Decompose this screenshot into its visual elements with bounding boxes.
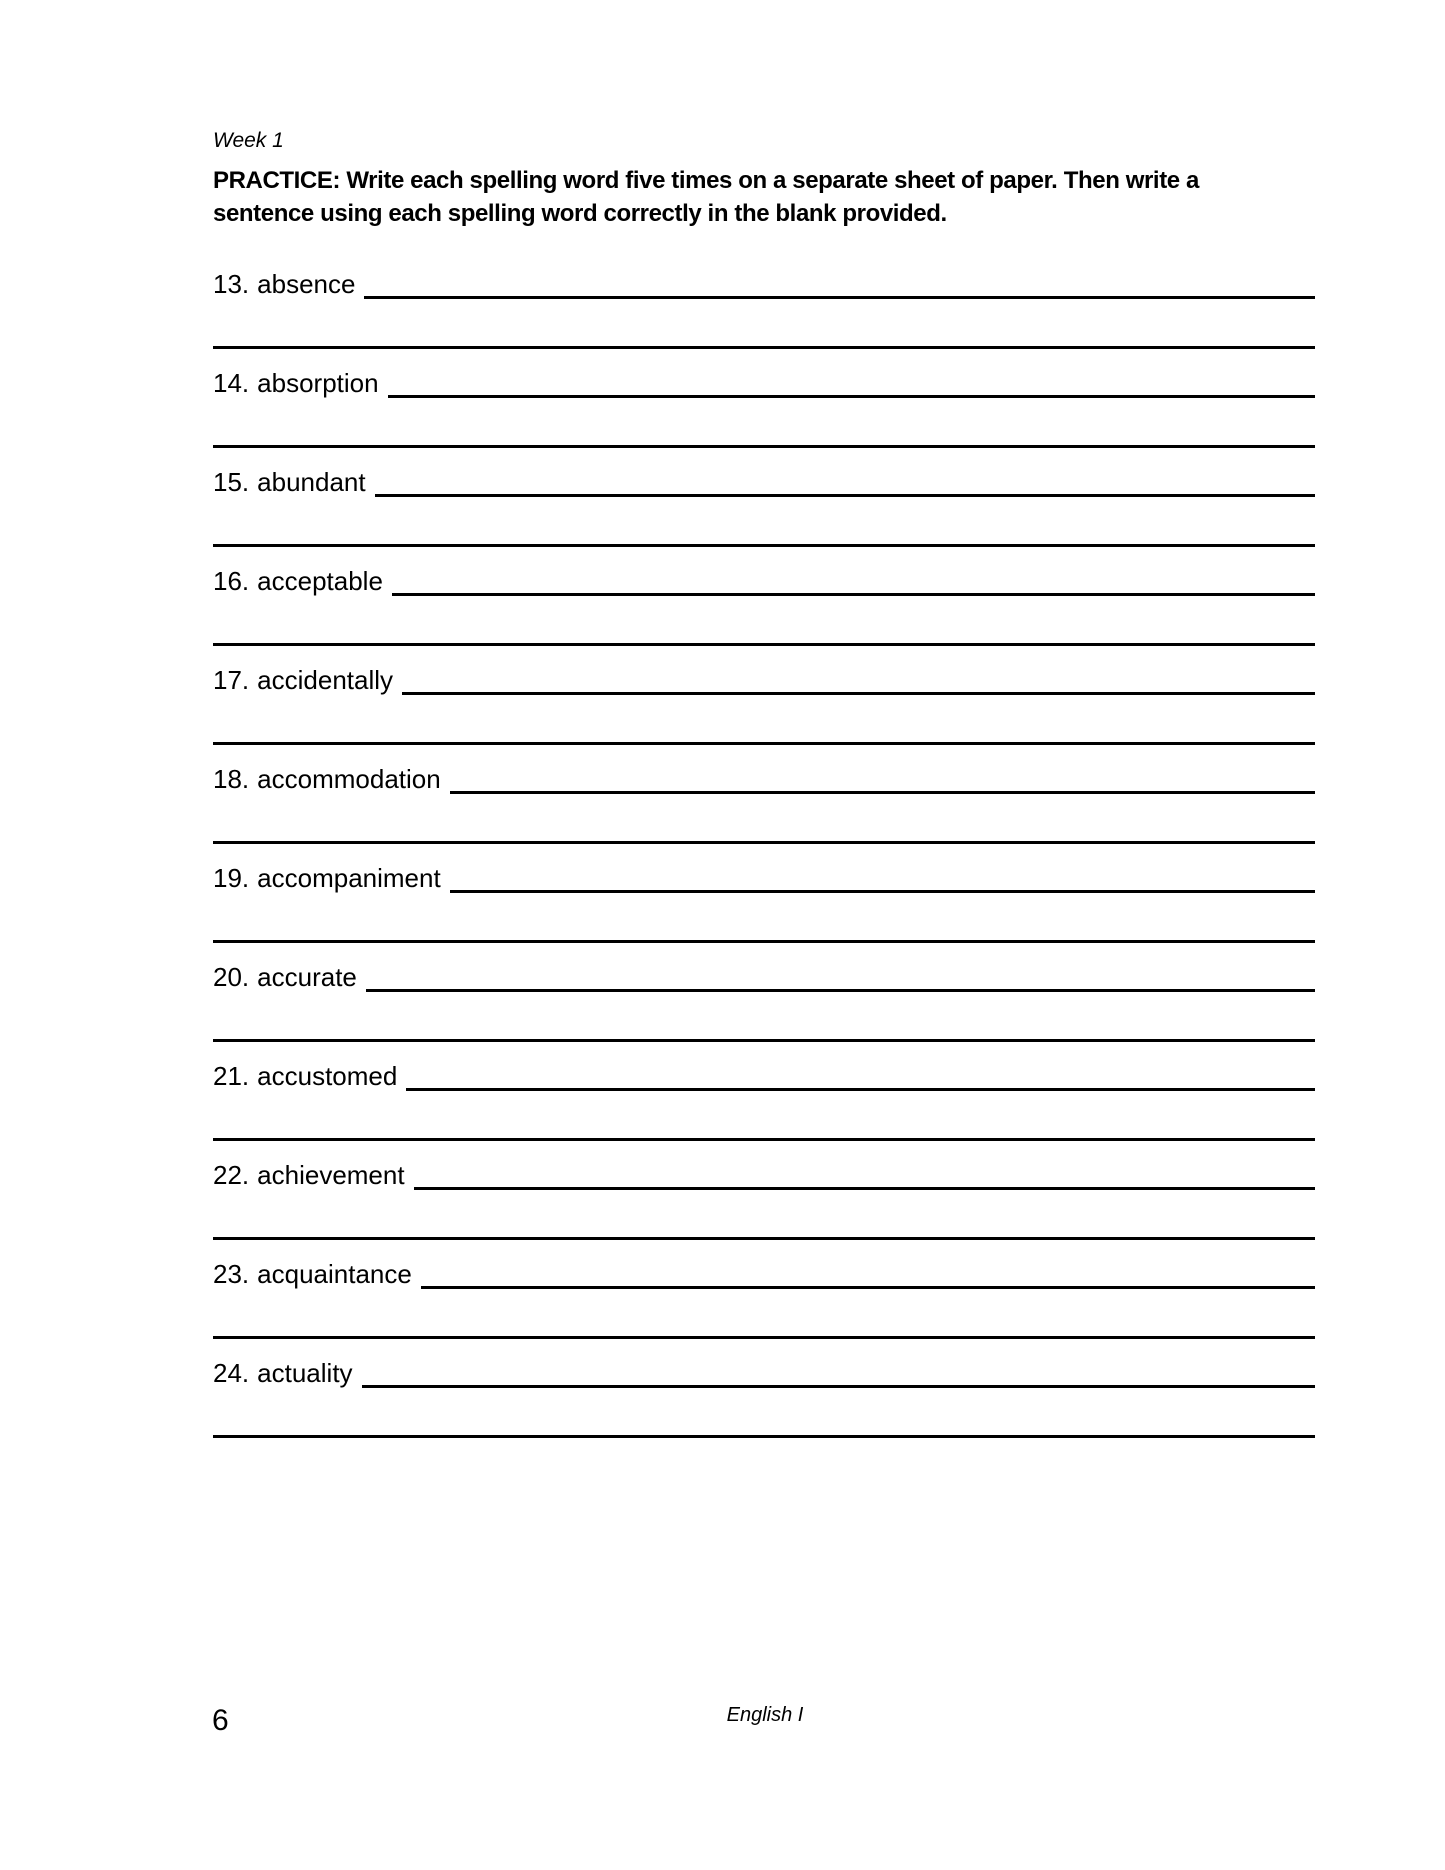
spelling-item: [213, 1356, 1315, 1438]
sentence-blank-line-first: [402, 663, 1315, 695]
item-number: 13.: [213, 269, 250, 299]
spelling-item: [213, 267, 1315, 349]
item-number: 17.: [213, 665, 250, 695]
item-word: actuality: [257, 1358, 353, 1388]
item-label: [213, 1158, 405, 1192]
item-label: [213, 762, 441, 796]
item-label: [213, 564, 383, 598]
course-label: English I: [726, 1704, 804, 1726]
item-number: 15.: [213, 467, 250, 497]
item-label: [213, 366, 379, 400]
item-label: [213, 1257, 412, 1291]
spelling-item: [213, 1257, 1315, 1339]
sentence-blank-line-second: [213, 1336, 1315, 1339]
sentence-blank-line-second: [213, 1435, 1315, 1438]
page-number: 6: [212, 1704, 229, 1737]
item-row: [213, 861, 1315, 895]
spelling-word-list: [213, 267, 1315, 1438]
item-label: [213, 663, 393, 697]
item-row: [213, 465, 1315, 499]
sentence-blank-line-second: [213, 643, 1315, 646]
sentence-blank-line-first: [362, 1356, 1315, 1388]
sentence-blank-line-first: [375, 465, 1315, 497]
item-word: acquaintance: [257, 1259, 412, 1289]
item-label: [213, 1059, 397, 1093]
spelling-item: [213, 762, 1315, 844]
item-number: 14.: [213, 368, 250, 398]
item-word: accurate: [257, 962, 357, 992]
item-number: 23.: [213, 1259, 250, 1289]
item-word: accidentally: [257, 665, 394, 695]
item-label: [213, 861, 441, 895]
item-row: [213, 1356, 1315, 1390]
item-row: [213, 960, 1315, 994]
item-label: [213, 267, 355, 301]
sentence-blank-line-first: [450, 861, 1315, 893]
sentence-blank-line-second: [213, 544, 1315, 547]
item-number: 16.: [213, 566, 250, 596]
spelling-item: [213, 663, 1315, 745]
spelling-item: [213, 1059, 1315, 1141]
item-row: [213, 564, 1315, 598]
item-row: [213, 366, 1315, 400]
sentence-blank-line-first: [421, 1257, 1315, 1289]
sentence-blank-line-first: [366, 960, 1315, 992]
item-number: 21.: [213, 1061, 250, 1091]
spelling-item: [213, 1158, 1315, 1240]
item-word: acceptable: [257, 566, 383, 596]
spelling-item: [213, 861, 1315, 943]
item-row: [213, 762, 1315, 796]
item-label: [213, 1356, 353, 1390]
item-word: accommodation: [257, 764, 441, 794]
sentence-blank-line-second: [213, 1039, 1315, 1042]
item-row: [213, 663, 1315, 697]
item-label: [213, 960, 357, 994]
sentence-blank-line-second: [213, 1237, 1315, 1240]
spelling-item: [213, 465, 1315, 547]
sentence-blank-line-second: [213, 940, 1315, 943]
sentence-blank-line-first: [450, 762, 1315, 794]
item-word: accustomed: [257, 1061, 398, 1091]
spelling-item: [213, 960, 1315, 1042]
sentence-blank-line-first: [414, 1158, 1315, 1190]
sentence-blank-line-first: [392, 564, 1315, 596]
sentence-blank-line-first: [364, 267, 1315, 299]
item-number: 18.: [213, 764, 250, 794]
item-label: [213, 465, 366, 499]
sentence-blank-line-first: [406, 1059, 1315, 1091]
sentence-blank-line-second: [213, 346, 1315, 349]
item-row: [213, 1158, 1315, 1192]
item-word: abundant: [257, 467, 366, 497]
instructions-line-1: PRACTICE: Write each spelling word five times on a separate sheet of paper. Then write a: [213, 167, 1199, 194]
item-number: 24.: [213, 1358, 250, 1388]
spelling-item: [213, 564, 1315, 646]
sentence-blank-line-second: [213, 1138, 1315, 1141]
sentence-blank-line-second: [213, 841, 1315, 844]
item-number: 20.: [213, 962, 250, 992]
item-word: achievement: [257, 1160, 405, 1190]
spelling-item: [213, 366, 1315, 448]
item-number: 19.: [213, 863, 250, 893]
instructions-line-2: sentence using each spelling word correctly in the blank provided.: [213, 200, 947, 227]
sentence-blank-line-second: [213, 742, 1315, 745]
practice-instructions: [213, 164, 1315, 230]
sentence-blank-line-second: [213, 445, 1315, 448]
item-number: 22.: [213, 1160, 250, 1190]
item-row: [213, 1059, 1315, 1093]
item-word: accompaniment: [257, 863, 441, 893]
week-label: Week 1: [213, 129, 284, 152]
item-word: absorption: [257, 368, 379, 398]
item-row: [213, 267, 1315, 301]
item-word: absence: [257, 269, 356, 299]
sentence-blank-line-first: [388, 366, 1315, 398]
item-row: [213, 1257, 1315, 1291]
